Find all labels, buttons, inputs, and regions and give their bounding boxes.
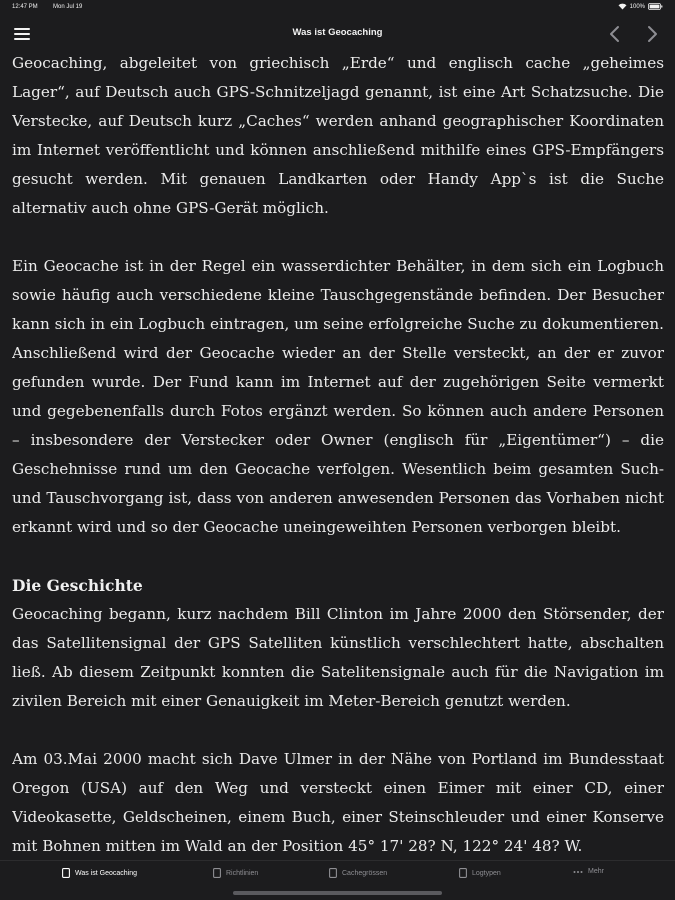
tab-logtypen[interactable] xyxy=(459,868,501,878)
battery-percent: 100% xyxy=(629,3,645,10)
doc-icon xyxy=(459,868,467,878)
tab-was-ist-geocaching[interactable] xyxy=(62,868,137,878)
tab-mehr[interactable] xyxy=(573,868,604,875)
article-content xyxy=(12,49,664,857)
tab-label: Richtlinien xyxy=(226,869,259,877)
tab-label: Cachegrössen xyxy=(342,869,388,877)
navigation-bar xyxy=(0,16,675,52)
page-title: Was ist Geocaching xyxy=(292,27,383,38)
tab-cachegroessen[interactable] xyxy=(329,868,387,878)
tab-label: Logtypen xyxy=(472,869,501,877)
tab-label: Mehr xyxy=(588,868,604,875)
home-indicator[interactable] xyxy=(233,891,442,895)
article-paragraph: Geocaching, abgeleitet von griechisch „Erde“ und englisch cache „geheimes Lager“, auf Deutsch auch GPS-Schnitzeljagd genannt, ist eine Art Schatzsuche. Die Verstecke, auf Deutsch kurz „Caches“ werden anhand geographischer Koordinaten im Internet veröffentlicht und können anschließend mithilfe eines GPS-Empfängers gesucht werden. Mit genauen Landkarten oder Handy App`s ist die Suche alternativ auch ohne GPS-Gerät möglich. xyxy=(12,54,664,217)
article-paragraph: Geocaching begann, kurz nachdem Bill Clinton im Jahre 2000 den Störsender, der das Satellitensignal der GPS Satelliten künstlich verschlechtert hatte, abschalten ließ. Ab diesem Zeitpunkt konnten die Satelitensignale auch für die Navigation im zivilen Bereich mit einer Genauigkeit im Meter-Bereich genutzt werden. xyxy=(12,605,664,710)
article-paragraph: Ein Geocache ist in der Regel ein wasserdichter Behälter, in dem sich ein Logbuch sowie häufig auch verschiedene kleine Tauschgegenstände befinden. Der Besucher kann sich in ein Logbuch eintragen, um seine erfolgreiche Suche zu dokumentieren. Anschließend wird der Geocache wieder an der Stelle versteckt, an der er zuvor gefunden wurde. Der Fund kann im Internet auf der zugehörigen Seite vermerkt und gegebenenfalls durch Fotos ergänzt werden. So können auch andere Personen – insbesondere der Verstecker oder Owner (englisch für „Eigentümer“) – die Geschehnisse rund um den Geocache verfolgen. Wesentlich beim gesamten Such- und Tauschvorgang ist, dass von anderen anwesenden Personen das Vorhaben nicht erkannt wird und so der Geocache uneingeweihten Personen verborgen bleibt. xyxy=(12,257,664,536)
article-paragraph: Am 03.Mai 2000 macht sich Dave Ulmer in der Nähe von Portland im Bundesstaat Oregon (USA) auf den Weg und versteckt einen Eimer mit einer CD, einer Videokasette, Geldscheinen, einem Buch, einer Steinschleuder und einer Konserve mit Bohnen mitten im Wald an der Position 45° 17' 28? N, 122° 24' 48? W. xyxy=(12,750,664,855)
tab-richtlinien[interactable] xyxy=(213,868,258,878)
chevron-left-icon[interactable] xyxy=(608,24,622,44)
doc-icon xyxy=(329,868,337,878)
battery-icon xyxy=(648,3,663,10)
doc-icon xyxy=(213,868,221,878)
section-heading: Die Geschichte xyxy=(12,576,143,595)
doc-icon xyxy=(62,868,70,878)
status-time: 12:47 PM xyxy=(12,4,38,10)
wifi-icon xyxy=(618,3,627,10)
status-bar xyxy=(0,0,675,16)
tab-label: Was ist Geocaching xyxy=(75,869,137,877)
more-icon xyxy=(573,870,583,874)
status-date: Mon Jul 19 xyxy=(53,4,83,10)
chevron-right-icon[interactable] xyxy=(645,24,659,44)
status-indicators xyxy=(618,3,663,10)
